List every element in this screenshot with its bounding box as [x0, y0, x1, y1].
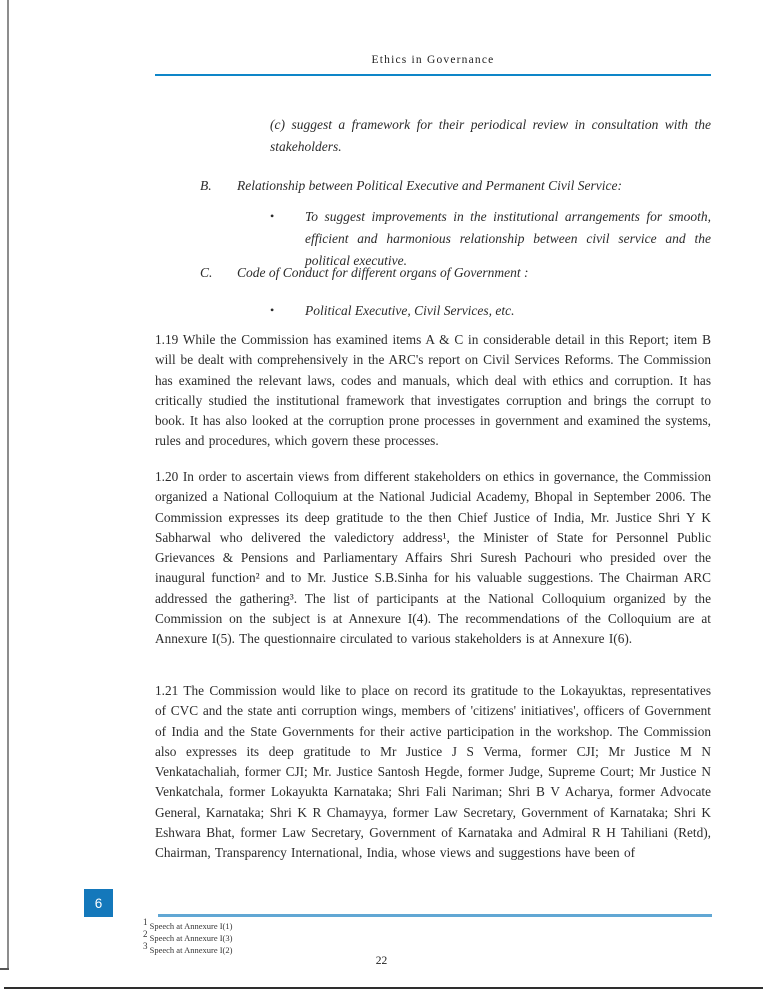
paragraph-1-20: 1.20 In order to ascertain views from different stakeholders on ethics in governance, the Commission organized a National Colloquium at the National Judicial Academy, Bhopal in September 2006. The Commission expresses its deep gratitude to the then Chief Justice of India, Mr. Justice Shri Y K Sabharwal who delivered the valedictory address¹, the Minister of State for Personnel Public Grievances & Pensions and Parliamentary Affairs Shri Suresh Pachouri who presided over the inaugural function² and to Mr. Justice S.B.Sinha for his valuable suggestions. The Chairman ARC addressed the gathering³. The list of participants at the National Colloquium organized by the Commission on the subject is at Annexure I(4). The recommendations of the Colloquium are at Annexure I(5). The questionnaire circulated to various stakeholders is at Annexure I(6).: [155, 469, 711, 647]
outline-item-b-bullet-text: To suggest improvements in the institutional arrangements for smooth, efficient and harmonious relationship between civil service and the political executive.: [305, 209, 711, 268]
footnote-text: Speech at Annexure I(1): [149, 921, 233, 931]
paragraph-1-21: 1.21 The Commission would like to place on record its gratitude to the Lokayuktas, representatives of CVC and the state anti corruption wings, members of 'citizens' initiatives', officers of Government of India and the State Governments for their active participation in the workshop. The Commission also expresses its deep gratitude to Mr Justice J S Verma, former CJI; Mr Justice M N Venkatachaliah, former CJI; Mr. Justice Santosh Hegde, former Judge, Supreme Court; Mr Justice N Venkatchala, former Lokayukta Karnataka; Shri Fali Nariman; Shri B V Acharya, former Advocate General, Karnataka; Shri K R Chamayya, former Law Secretary, Government of Karnataka; Shri K Eshwara Bhat, former Law Secretary, Government of Karnataka and Admiral R H Tahiliani (Retd), Chairman, Transparency International, India, whose views and suggestions have been of: [155, 683, 711, 861]
footnote-text: Speech at Annexure I(3): [149, 933, 233, 943]
outline-item-c-bullet-text: Political Executive, Civil Services, etc.: [305, 303, 515, 318]
left-corner-tick: [0, 968, 9, 970]
header-rule: [155, 74, 711, 76]
footnote-marker: 2: [143, 929, 148, 940]
bullet-icon: •: [270, 209, 275, 223]
footnote-item: [143, 917, 563, 932]
bottom-border-line: [4, 987, 763, 989]
left-border-line: [7, 0, 9, 968]
footnote-marker: 3: [143, 941, 148, 952]
outline-subitem-c: (c) suggest a framework for their periodical review in consultation with the stakeholders.: [270, 117, 711, 154]
footnote-item: [143, 929, 563, 944]
chapter-number-badge: 6: [84, 889, 113, 917]
outline-item-b-heading: Relationship between Political Executive and Permanent Civil Service:: [237, 178, 623, 193]
outline-item-c-heading: Code of Conduct for different organs of Government :: [237, 265, 529, 280]
page-header-title: Ethics in Governance: [371, 54, 495, 66]
page-number: 22: [375, 955, 388, 967]
footnote-marker: 1: [143, 917, 148, 928]
paragraph-1-19: 1.19 While the Commission has examined items A & C in considerable detail in this Report; item B will be dealt with comprehensively in the ARC's report on Civil Services Reforms. The Commission has examined the relevant laws, codes and manuals, which deal with ethics and corruption. It has critically studied the institutional framework that investigates corruption and brings the corrupt to book. It has also looked at the corruption prone processes in government and examined the systems, rules and procedures, which govern these processes.: [155, 332, 711, 449]
footnote-text: Speech at Annexure I(2): [149, 945, 233, 955]
footnote-rule: [158, 914, 712, 917]
bullet-icon: •: [270, 303, 275, 317]
outline-item-b-label: B.: [200, 178, 212, 193]
outline-item-c-label: C.: [200, 265, 213, 280]
